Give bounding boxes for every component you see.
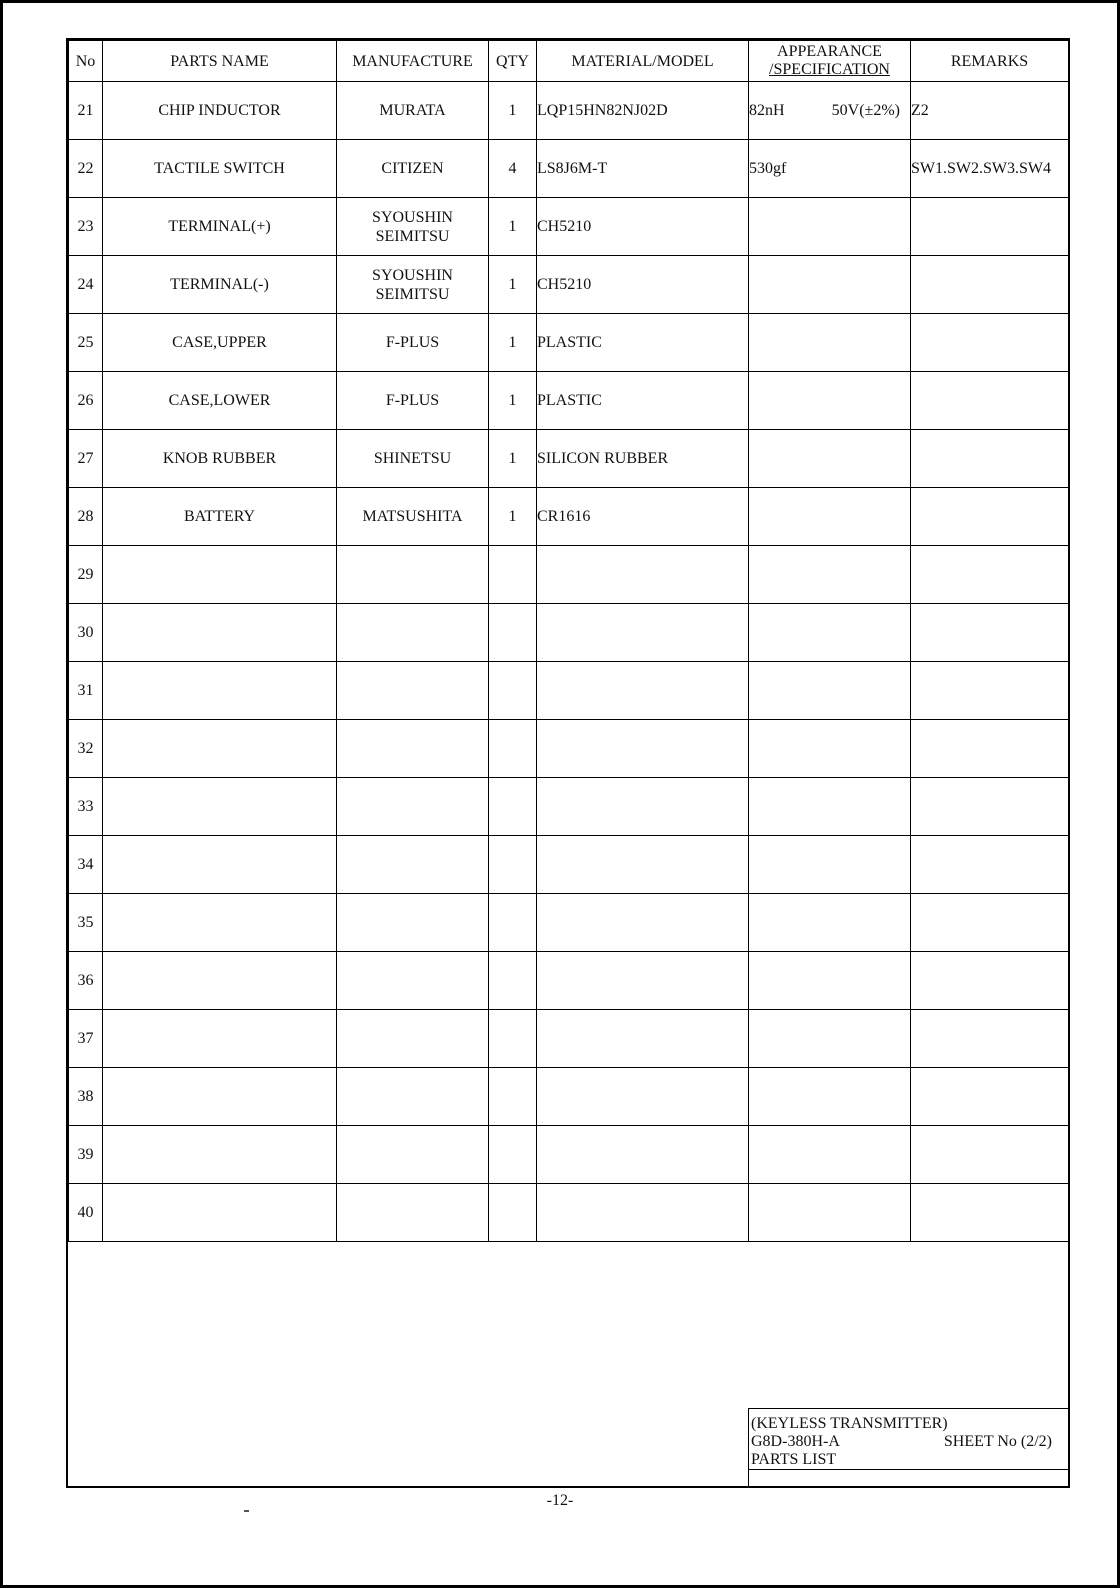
cell-no: 28 <box>69 488 103 546</box>
cell-material-model <box>537 604 749 662</box>
cell-qty: 1 <box>489 198 537 256</box>
title-product: (KEYLESS TRANSMITTER) <box>751 1415 948 1432</box>
cell-remarks <box>911 604 1069 662</box>
cell-material-model <box>537 1126 749 1184</box>
cell-remarks <box>911 546 1069 604</box>
table-row <box>69 372 1069 430</box>
cell-remarks <box>911 430 1069 488</box>
cell-remarks <box>911 894 1069 952</box>
cell-remarks: SW1.SW2.SW3.SW4 <box>911 140 1069 198</box>
manufacture-line-1: F-PLUS <box>385 334 440 351</box>
title-block-divider <box>749 1469 1070 1470</box>
table-row <box>69 430 1069 488</box>
cell-manufacture <box>337 372 489 430</box>
cell-manufacture <box>337 778 489 836</box>
cell-qty <box>489 952 537 1010</box>
manufacture-line-1: SYOUSHIN <box>372 208 453 226</box>
table-row <box>69 662 1069 720</box>
cell-remarks <box>911 720 1069 778</box>
cell-qty <box>489 1126 537 1184</box>
header-no: No <box>69 41 103 82</box>
cell-parts-name: TERMINAL(+) <box>103 198 337 256</box>
cell-manufacture <box>337 140 489 198</box>
page-number: -12- <box>546 1492 574 1509</box>
cell-specification <box>749 1126 911 1184</box>
manufacture-line-2: SEIMITSU <box>375 285 450 303</box>
specification-value: 82nH <box>749 102 785 119</box>
cell-no: 30 <box>69 604 103 662</box>
table-row <box>69 82 1069 140</box>
cell-specification <box>749 430 911 488</box>
table-header-row <box>69 41 1069 82</box>
cell-remarks <box>911 662 1069 720</box>
cell-parts-name <box>103 952 337 1010</box>
table-row <box>69 198 1069 256</box>
title-drawing-number: G8D-380H-A <box>751 1433 840 1450</box>
cell-material-model: PLASTIC <box>537 372 749 430</box>
title-sheet-number: SHEET No (2/2) <box>943 1433 1052 1450</box>
cell-qty: 1 <box>489 372 537 430</box>
cell-material-model <box>537 662 749 720</box>
cell-qty <box>489 604 537 662</box>
cell-specification <box>749 604 911 662</box>
cell-no: 31 <box>69 662 103 720</box>
cell-parts-name <box>103 1184 337 1242</box>
cell-no: 29 <box>69 546 103 604</box>
cell-material-model: PLASTIC <box>537 314 749 372</box>
cell-qty <box>489 1068 537 1126</box>
specification-values <box>749 159 910 178</box>
cell-parts-name <box>103 778 337 836</box>
manufacture-line-1: F-PLUS <box>385 392 440 409</box>
cell-qty <box>489 546 537 604</box>
table-row <box>69 1184 1069 1242</box>
cell-remarks <box>911 198 1069 256</box>
cell-manufacture <box>337 82 489 140</box>
table-row <box>69 546 1069 604</box>
cell-specification <box>749 488 911 546</box>
cell-manufacture <box>337 1010 489 1068</box>
cell-manufacture <box>337 198 489 256</box>
cell-manufacture <box>337 604 489 662</box>
cell-qty: 1 <box>489 430 537 488</box>
table-row <box>69 1068 1069 1126</box>
cell-no: 27 <box>69 430 103 488</box>
cell-specification <box>749 256 911 314</box>
header-appearance-line1: APPEARANCE <box>777 43 882 60</box>
cell-parts-name: BATTERY <box>103 488 337 546</box>
cell-remarks <box>911 778 1069 836</box>
table-row <box>69 952 1069 1010</box>
cell-no: 34 <box>69 836 103 894</box>
cell-manufacture <box>337 1184 489 1242</box>
manufacture-line-1: CITIZEN <box>381 160 444 177</box>
cell-material-model <box>537 1184 749 1242</box>
cell-material-model <box>537 894 749 952</box>
cell-no: 40 <box>69 1184 103 1242</box>
cell-manufacture <box>337 314 489 372</box>
cell-material-model <box>537 1068 749 1126</box>
specification-rating: 50V(±2%) <box>831 102 900 119</box>
cell-qty: 1 <box>489 256 537 314</box>
cell-manufacture <box>337 488 489 546</box>
cell-remarks: Z2 <box>911 82 1069 140</box>
cell-parts-name: KNOB RUBBER <box>103 430 337 488</box>
cell-material-model: LS8J6M-T <box>537 140 749 198</box>
specification-values <box>749 101 910 120</box>
title-block <box>748 1408 1070 1488</box>
cell-parts-name <box>103 1010 337 1068</box>
cell-manufacture <box>337 836 489 894</box>
cell-parts-name <box>103 720 337 778</box>
cell-parts-name <box>103 662 337 720</box>
cell-qty <box>489 894 537 952</box>
table-row <box>69 836 1069 894</box>
cell-qty <box>489 662 537 720</box>
cell-material-model <box>537 778 749 836</box>
cell-parts-name <box>103 894 337 952</box>
cell-material-model <box>537 836 749 894</box>
cell-no: 37 <box>69 1010 103 1068</box>
cell-parts-name: TACTILE SWITCH <box>103 140 337 198</box>
cell-material-model: CH5210 <box>537 256 749 314</box>
cell-specification <box>749 372 911 430</box>
cell-qty <box>489 836 537 894</box>
cell-parts-name <box>103 1126 337 1184</box>
cell-no: 36 <box>69 952 103 1010</box>
cell-manufacture <box>337 1068 489 1126</box>
cell-qty: 1 <box>489 82 537 140</box>
cell-specification <box>749 836 911 894</box>
title-row-drawing <box>751 1433 1070 1451</box>
cell-parts-name: CASE,UPPER <box>103 314 337 372</box>
parts-list-sheet <box>66 38 1070 1488</box>
table-row <box>69 140 1069 198</box>
cell-material-model: SILICON RUBBER <box>537 430 749 488</box>
cell-no: 39 <box>69 1126 103 1184</box>
cell-qty: 1 <box>489 314 537 372</box>
cell-specification <box>749 1068 911 1126</box>
cell-specification <box>749 82 911 140</box>
specification-value: 530gf <box>749 160 787 177</box>
table-row <box>69 604 1069 662</box>
parts-table-body <box>69 82 1069 1242</box>
title-document-type: PARTS LIST <box>751 1451 837 1468</box>
cell-specification <box>749 546 911 604</box>
table-row <box>69 1126 1069 1184</box>
cell-remarks <box>911 372 1069 430</box>
cell-remarks <box>911 1068 1069 1126</box>
cell-parts-name <box>103 546 337 604</box>
table-row <box>69 314 1069 372</box>
cell-specification <box>749 140 911 198</box>
cell-remarks <box>911 952 1069 1010</box>
cell-manufacture <box>337 256 489 314</box>
cell-manufacture <box>337 1126 489 1184</box>
cell-qty: 1 <box>489 488 537 546</box>
table-row <box>69 720 1069 778</box>
cell-parts-name <box>103 1068 337 1126</box>
cell-no: 21 <box>69 82 103 140</box>
cell-manufacture <box>337 720 489 778</box>
cell-remarks <box>911 488 1069 546</box>
cell-manufacture <box>337 546 489 604</box>
cell-no: 33 <box>69 778 103 836</box>
header-parts-name: PARTS NAME <box>103 41 337 82</box>
cell-material-model: LQP15HN82NJ02D <box>537 82 749 140</box>
manufacture-line-1: SYOUSHIN <box>372 266 453 284</box>
cell-material-model <box>537 952 749 1010</box>
header-appearance-specification <box>749 41 911 82</box>
cell-specification <box>749 894 911 952</box>
cell-remarks <box>911 314 1069 372</box>
cell-specification <box>749 662 911 720</box>
cell-no: 35 <box>69 894 103 952</box>
cell-manufacture <box>337 430 489 488</box>
cell-no: 24 <box>69 256 103 314</box>
cell-manufacture <box>337 662 489 720</box>
header-material-model: MATERIAL/MODEL <box>537 41 749 82</box>
cell-parts-name: TERMINAL(-) <box>103 256 337 314</box>
cell-no: 32 <box>69 720 103 778</box>
cell-no: 22 <box>69 140 103 198</box>
cell-manufacture <box>337 952 489 1010</box>
cell-qty <box>489 1010 537 1068</box>
header-manufacture: MANUFACTURE <box>337 41 489 82</box>
cell-material-model <box>537 546 749 604</box>
cell-material-model: CR1616 <box>537 488 749 546</box>
cell-specification <box>749 1010 911 1068</box>
manufacture-line-1: MURATA <box>379 102 446 119</box>
manufacture-line-1: SHINETSU <box>373 450 452 467</box>
cell-manufacture <box>337 894 489 952</box>
cell-specification <box>749 952 911 1010</box>
scan-mark <box>244 1510 249 1512</box>
parts-table <box>68 40 1069 1242</box>
cell-parts-name <box>103 836 337 894</box>
cell-no: 23 <box>69 198 103 256</box>
cell-specification <box>749 198 911 256</box>
table-row <box>69 1010 1069 1068</box>
cell-qty <box>489 720 537 778</box>
table-row <box>69 778 1069 836</box>
cell-remarks <box>911 836 1069 894</box>
cell-remarks <box>911 1184 1069 1242</box>
manufacture-line-2: SEIMITSU <box>375 227 450 245</box>
table-row <box>69 488 1069 546</box>
cell-specification <box>749 720 911 778</box>
manufacture-line-1: MATSUSHITA <box>362 508 463 525</box>
cell-material-model: CH5210 <box>537 198 749 256</box>
cell-parts-name: CASE,LOWER <box>103 372 337 430</box>
cell-remarks <box>911 256 1069 314</box>
cell-remarks <box>911 1126 1069 1184</box>
cell-material-model <box>537 1010 749 1068</box>
cell-no: 26 <box>69 372 103 430</box>
cell-specification <box>749 778 911 836</box>
cell-material-model <box>537 720 749 778</box>
cell-qty <box>489 1184 537 1242</box>
header-appearance-line2: /SPECIFICATION <box>769 61 890 78</box>
table-row <box>69 256 1069 314</box>
cell-qty: 4 <box>489 140 537 198</box>
cell-parts-name <box>103 604 337 662</box>
table-row <box>69 894 1069 952</box>
cell-remarks <box>911 1010 1069 1068</box>
cell-specification <box>749 1184 911 1242</box>
cell-parts-name: CHIP INDUCTOR <box>103 82 337 140</box>
cell-specification <box>749 314 911 372</box>
cell-no: 25 <box>69 314 103 372</box>
header-remarks: REMARKS <box>911 41 1069 82</box>
header-qty: QTY <box>489 41 537 82</box>
cell-no: 38 <box>69 1068 103 1126</box>
cell-qty <box>489 778 537 836</box>
